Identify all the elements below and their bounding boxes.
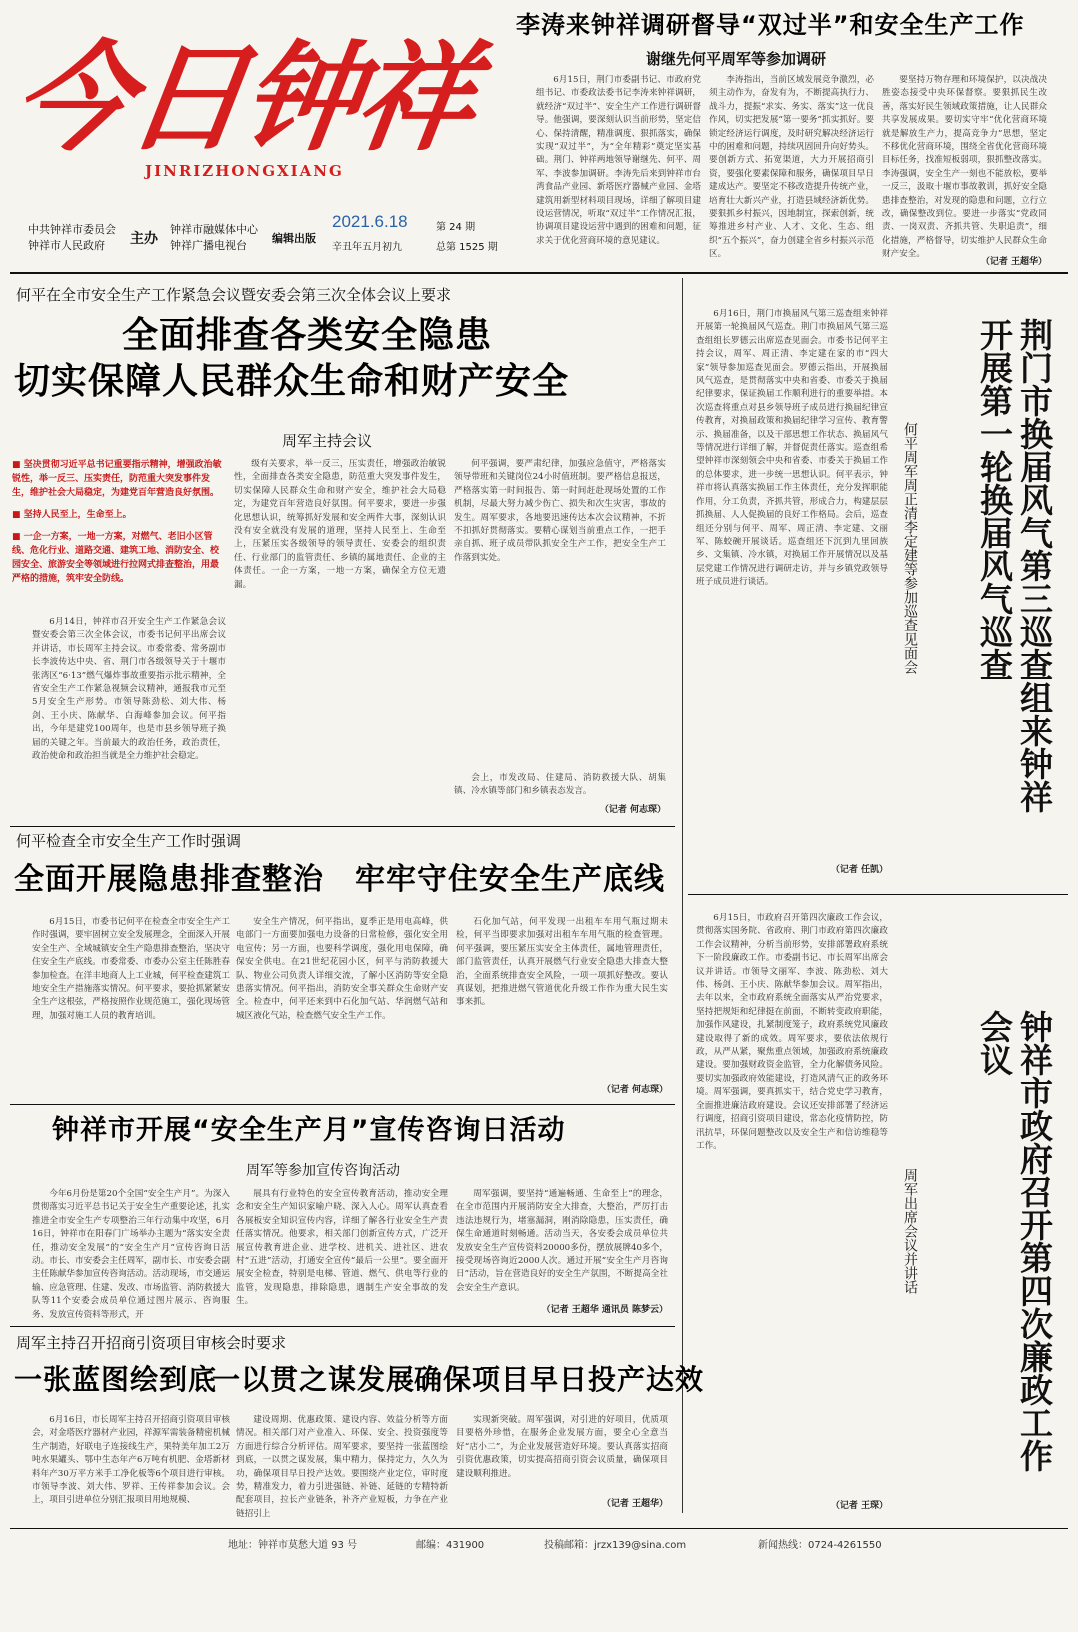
footer-hotline: 新闻热线：0724-4261550 xyxy=(758,1540,882,1551)
body-col-1: 6月15日，市委书记何平在检查全市安全生产工作时强调，要牢固树立安全发展理念，全面深入开展安全生产、全域城镇安全生产隐患排查整治，坚决守住安全生产底线。市委常委、市委办公室主任陈胜春参加检查。在洋丰地商人上工业城，何平检查建筑工地安全生产措施落实情况。何平要求，要抢抓紧紧安全生产这根弦，严格按照作业规范施工，强化现场管理，加强对施工人员的教育培训。 xyxy=(32,917,230,1021)
footer-divider xyxy=(10,1528,1068,1529)
divider xyxy=(10,272,1068,274)
headline-part-3: 确保项目早日投产达效 xyxy=(414,1363,705,1396)
body-col-3: 何平强调，要严肃纪律，加强应急值守，严格落实领导带班和关键岗位24小时值班制。要严格信息报送，严格落实第一时间报告、第一时间赶赴现场处置的工作机制，尽最大努力减少伤亡、损失和次生灾害，事故的发生。周军要求，各地要迅速传达本次会议精神，不折不扣抓好贯彻落实。要精心谋划当前重点工作，一把手亲自抓、班子成员带队抓安全生产工作，把安全生产工作落到实处。 xyxy=(454,459,666,563)
byline: （记者 任凯） xyxy=(830,865,888,875)
highlight-1: ■ 坚决贯彻习近平总书记重要指示精神，增强政治敏锐性，举一反三、压实责任，防范重大突发事件发生，维护社会大局稳定，为建党百年营造良好氛围。 xyxy=(12,460,222,498)
article-investment xyxy=(10,1330,705,1520)
byline: （记者 王琛） xyxy=(830,1501,888,1511)
footer-address: 地址：钟祥市莫愁大道 93 号 xyxy=(228,1540,358,1551)
subhead: 周军主持会议 xyxy=(282,432,373,450)
article-inspection-lead xyxy=(10,830,675,1120)
headline-line-1: 全面排查各类安全隐患 xyxy=(122,315,493,356)
divider xyxy=(10,1104,675,1105)
body-col-3: 石化加气站，何平发现一出租车车用气瓶过期未检，何平当即要求加强对出租车车用气瓶的检查管理。何平强调，要压紧压实安全主体责任，属地管理责任，部门监管责任，认真开展燃气行业安全隐患大排查大整治，全面系统排查安全风险，一项一项抓好整改。要认真谋划，把推进燃气管道优化升级工作作为重大民生实事来抓。 xyxy=(456,917,668,1008)
headline: 李涛来钟祥调研督导“双过半”和安全生产工作 xyxy=(516,11,1025,39)
total-issue-number: 总第 1525 期 xyxy=(436,242,498,253)
headline-line-2: 切实保障人民群众生命和财产安全 xyxy=(14,361,570,402)
byline: （记者 王超华） xyxy=(980,257,1047,267)
body-col-2: 安全生产情况，何平指出，夏季正是用电高峰，供电部门一方面要加强电力设备的日常检修，强化安全用电宣传；另一方面，也要科学调度，强化用电保障，确保安全供电。在21世纪花园小区，何平与消防救援大队、物业公司负责人详细交流，了解小区消防等安全隐患落实情况。何平指出，消防安全事关群众生命财产安全。检查中，何平还来到中石化加气站、华润燃气站和城区液化气站，检查燃气安全生产工作。 xyxy=(236,917,448,1021)
lunar-date: 辛丑年五月初九 xyxy=(332,242,402,253)
kicker: 周军主持召开招商引资项目审核会时要求 xyxy=(16,1334,287,1352)
article-inspection-team xyxy=(688,278,1068,888)
highlight-2: ■ 坚持人民至上，生命至上。 xyxy=(12,510,132,520)
byline: （记者 王超华 通讯员 陈梦云） xyxy=(541,1305,668,1315)
byline: （记者 何志琛） xyxy=(599,805,666,815)
headline: 钟祥市开展“安全生产月”宣传咨询日活动 xyxy=(52,1115,566,1146)
headline-left: 全面开展隐患排查整治 xyxy=(14,862,324,897)
subhead: 周军等参加宣传咨询活动 xyxy=(246,1163,400,1179)
divider xyxy=(10,1326,675,1327)
subhead-vertical: 周军出席会议并讲话 xyxy=(902,1168,918,1294)
byline: （记者 何志琛） xyxy=(601,1085,668,1095)
highlight-3: ■ 一企一方案，一地一方案，对燃气、老旧小区管线、危化行业、道路交通、建筑工地、消防安全、校园安全、旅游安全等领域进行拉网式排查整治，用最严格的措施，筑牢安全防线。 xyxy=(12,532,220,584)
sponsor-2: 钟祥市人民政府 xyxy=(28,239,105,252)
headline-vertical: 荆门市换届风气第三巡查组来钟祥开展第一轮换届风气巡查 xyxy=(975,318,1054,813)
body-col-1: 6月15日，荆门市委副书记、市政府党组书记、市委政法委书记李涛来钟祥调研，就经济“双过半”、安全生产工作进行调研督导。他强调，要深刻认识当前形势，坚定信心、保持清醒，精准调度、狠抓落实，确保实现“双过半”，为“全年精彩”奠定坚实基础。荆门、钟祥两地领导谢继先、何平、周军、李波参加调研。李涛先后来到钟祥市台湾食品产业园、新塔医疗器械产业园、金塔建筑用新型材料项目现场，详细了解项目建设运营情况，听取“双过半”工作情况汇报，协调项目建设运营中遇到的困难和问题，征求关于优化营商环境的意见建议。 xyxy=(536,75,701,246)
body-col-2: 展具有行业特色的安全宣传教育活动，推动安全理念和安全生产知识家喻户晓、深入人心。周军认真查看各展板安全知识宣传内容，详细了解各行业安全生产责任落实情况。他要求，相关部门创新宣传方式，广泛开展宣传教育进企业、进学校、进机关、进社区、进农村“五进”活动，打通安全宣传“最后一公里”。要全面开展安全检查，特别是电梯、管道、燃气、供电等行业的监管，发现隐患，排除隐患，遇制生产安全事故的发生。 xyxy=(236,1189,448,1307)
publisher-2: 钟祥广播电视台 xyxy=(170,239,247,252)
subhead-vertical: 何平周军周正清李定建等参加巡查见面会 xyxy=(902,422,918,674)
kicker: 何平在全市安全生产工作紧急会议暨安委会第三次全体会议上要求 xyxy=(16,286,452,304)
divider xyxy=(10,826,675,827)
body-col-2: 级有关要求，举一反三，压实责任，增强政治敏锐性，全面排查各类安全隐患，防范重大突发事件发生，切实保障人民群众生命和财产安全，维护社会大局稳定，为建党百年营造良好氛围。何平要求，要进一步强化思想认识，统筹抓好发展和安全两件大事，深刻认识没有安全就没有发展的道理，坚持人民至上、生命至上，压紧压实各级领导的领导责任、安委会的组织责任、行业部门的监管责任、乡镇的属地责任、企业的主体责任。一企一方案，一地一方案，确保全方位无遗漏。 xyxy=(234,459,446,590)
issue-date: 2021.6.18 xyxy=(332,212,408,231)
byline: （记者 王超华） xyxy=(601,1499,668,1509)
footer xyxy=(10,1536,1068,1556)
headline-vertical: 钟祥市政府召开第四次廉政工作会议 xyxy=(975,1010,1054,1472)
divider xyxy=(688,894,1068,895)
article-top xyxy=(516,8,1066,268)
footer-postcode: 邮编：431900 xyxy=(416,1540,485,1551)
publisher-1: 钟祥市融媒体中心 xyxy=(170,223,258,236)
sponsor-role: 主办 xyxy=(130,231,158,247)
body-col-3-end: 会上，市发改局、住建局、消防救援大队、胡集镇、冷水镇等部门和乡镇表态发言。 xyxy=(454,773,666,797)
headline-part-2: 一以贯之谋发展 xyxy=(212,1363,416,1396)
divider xyxy=(682,278,683,1513)
body-text: 6月16日，荆门市换届风气第三巡查组来钟祥开展第一轮换届风气巡查。荆门市换届风气第三巡查组组长罗德云出席巡查见面会。市委书记何平主持会议，周军、周正清、李定建在家的市“四大家”领导参加巡查见面会。罗德云指出，开展换届风气巡查，是贯彻落实中央和省委、市委关于换届纪律要求，保证换届工作顺利进行的重要举措。本次巡查将重点对县乡领导班子成员进行换届纪律宣传教育，对换届政策和换届纪律学习宣传、教育警示、换届准备，以及干部思想工作状态、换届风气等情况进行详细了解，并督促责任落实。巡查组希望钟祥市深刻领会中央和省委、市委关于换届工作的总体要求，进一步统一思想认识。何平表示，钟祥市将认真落实换届工作主体责任，充分发挥职能作用，分工负责，齐抓共管，形成合力，构建层层抓换届、人人促换届的良好工作格局。会后，巡查组还分别与何平、周军、周正清、李定建、文丽军、陈蛟碗开展谈话。巡查组还下沉到九里回族乡、文集镇、冷水镇，对换届工作开展情况以及基层党建工作情况进行调研走访，并与乡镇党政领导班子成员进行谈话。 xyxy=(696,309,888,588)
article-safety-meeting xyxy=(10,278,675,823)
article-clean-gov xyxy=(688,900,1068,1515)
body-col-3: 实现新突破。周军强调，对引进的好项目，优质项目要格外珍惜，在服务企业发展方面，要全心全意当好“店小二”，为企业发展营造好环境。要认真落实招商引资优惠政策，切实提高招商引资会议质量，确保项目建设顺利推进。 xyxy=(456,1415,668,1479)
body-text: 6月15日，市政府召开第四次廉政工作会议，贯彻落实国务院、省政府、荆门市政府第四次廉政工作会议精神，分析当前形势，安排部署政府系统下一阶段廉政工作。市委副书记、市长周军出席会议并讲话。市领导文丽军、李波、陈劲松、刘大伟、杨剑、王小庆、陈献华参加会议。周军指出，去年以来，全市政府系统全面落实从严治党要求，坚持把规矩和纪律挺在前面，不断转变政府职能，加强作风建设，扎紧制度笼子，政府系统党风廉政建设取得了新的成效。周军要求，要依法依规行政，从严从紧，聚焦重点领域，加强政府系统廉政建设。要加强财政资金监管，全力化解债务风险。要切实加强政府效能建设，打造风清气正的政务环境。周军强调，要真抓实干，结合党史学习教育，全面推进廉洁政府建设。会议还安排部署了经济运行调度，招商引资项目建设，常态化疫情防控，防汛抗旱，环保问题整改以及安全生产和信访维稳等工作。 xyxy=(696,913,888,1151)
body-col-3: 要坚持万物存理和环境保护，以决战决胜姿态接受中央环保督察。要狠抓民生改善，落实好民生领域政策措施，让人民群众共享发展成果。要切实守牢“优化营商环境就是解放生产力，提高竞争力”思想，坚定不移优化营商环境，围绕全省优化营商环境目标任务，找准短板弱项，狠抓整改落实。李涛强调，安全生产一刻也不能放松，要举一反三，汲取十堰市事故教训，抓好安全隐患排查整治，对发现的隐患和问题，立行立改，确保整改到位。要进一步落实“党政同责、一岗双责、齐抓共管、失职追责”，细化措施，严格督导，切实维护人民群众生命财产安全。 xyxy=(882,75,1047,260)
headline-right: 牢牢守住安全生产底线 xyxy=(355,862,665,897)
sponsor-block xyxy=(28,222,116,254)
highlights-box xyxy=(12,458,224,586)
newspaper-logo: 今日钟祥 xyxy=(5,28,481,167)
body-col-3: 周军强调，要坚持“通遍畅通、生命至上”的理念，在全市范围内开展消防安全大排查，大整治，严厉打击违法违规行为，堵塞漏洞，刚消除隐患，压实责任，确保生命通道时刻畅通。活动当天，各安委会成员单位共发放安全生产宣传资料20000多份，摆放展牌40多个，接受现场咨询近2000人次。通过开展“安全生产月咨询日”活动，旨在营造良好的安全生产氛围，不断提高全社会安全生产意识。 xyxy=(456,1189,668,1293)
body-col-1: 今年6月份是第20个全国“安全生产月”。为深入贯彻落实习近平总书记关于安全生产重要论述，扎实推进全市安全生产专项整治三年行动集中攻坚，6月16日，钟祥市在阳春门广场举办主题为“落实安全责任，推动安全发展”的“安全生产月”宣传咨询日活动。市长、市安委会主任周军，副市长、市安委会副主任陈献华参加宣传咨询活动。活动现场，市交通运输、应急管理、住建、发改、市场监管、消防救援大队等11个安委会成员单位通过图片展示、咨询服务、发放宣传资料等形式，开 xyxy=(32,1189,230,1320)
body-col-1: 6月14日，钟祥市召开安全生产工作紧急会议暨安委会第三次全体会议，市委书记何平出席会议并讲话，市长周军主持会议。市委常委、常务副市长李波传达中央、省、荆门市各级领导关于十堰市张湾区“6·13”燃气爆炸事故重要指示批示精神，全省安全生产工作紧急视频会议精神，通报我市元至5月安全生产形势。市领导陈劲松、刘大伟、杨剑、王小庆、陈献华、白海峰参加会议。何平指出，今年是建党100周年，也是市县乡领导班子换届的关键之年。当前最大的政治任务，政治责任，政治使命和政治担当就是全力维护社会稳定。 xyxy=(32,617,226,762)
body-col-2: 建设周期、优惠政策、建设内容、效益分析等方面情况。相关部门对产业准入、环保、安全、投资强度等方面进行综合分析评估。周军要求，要坚持一张蓝图绘到底，一以贯之谋发展，集中精力，保持定力，久久为功，确保项目早日投产达效。要围绕产业定位，审时度势，精准发力，着力引进强链、补链、延链的专精特新配套项目，拉长产业链条，补齐产业短板，力争在产业链招引上 xyxy=(236,1415,448,1519)
publisher-role: 编辑出版 xyxy=(272,232,316,245)
body-col-1: 6月16日，市长周军主持召开招商引资项目审核会，对金塔医疗器材产业园，祥源军需装备精密机械生产制造，好联电子连接线生产，果特美年加工2万吨水果罐头、鄂中生态年产6万吨有机肥、金塔新材料年产30万平方米手工净化板等6个项目进行审核。市领导李波、刘大伟、罗祥、王传祥参加会议。会上，项目引进单位分别汇报项目用地规模、 xyxy=(32,1415,230,1506)
kicker: 何平检查全市安全生产工作时强调 xyxy=(16,832,242,850)
footer-email: 投稿邮箱：jrzx139@sina.com xyxy=(544,1540,687,1551)
sponsor-1: 中共钟祥市委员会 xyxy=(28,223,116,236)
issue-number: 第 24 期 xyxy=(436,222,476,233)
subhead: 谢继先何平周军等参加调研 xyxy=(646,50,827,68)
article-safety-month xyxy=(10,1108,675,1323)
publisher-block xyxy=(170,222,258,254)
logo-pinyin: JINRIZHONGXIANG xyxy=(145,162,344,180)
headline-part-1: 一张蓝图绘到底 xyxy=(14,1363,218,1396)
body-col-2: 李涛指出，当前区域发展竞争激烈，必须主动作为，奋发有为，不断提高执行力、战斗力，提振“求实、务实、落实”这一优良作风，切实把发展“第一要务”抓实抓好。要锁定经济运行调度，及时研究解决经济运行中的困难和问题，持续巩固回升向好势头。要创新方式、拓宽渠道，大力开展招商引资，要强化要素保障和服务，确保项目早日建成达产。要坚定不移改造提升传统产业，培育壮大新兴产业，打造县域经济新优势。要狠抓乡村振兴，因地制宜，探索创新，统筹推进乡村产业、人才、文化、生态、组织“五个振兴”，奋力创建全省乡村振兴示范区。 xyxy=(709,75,874,260)
